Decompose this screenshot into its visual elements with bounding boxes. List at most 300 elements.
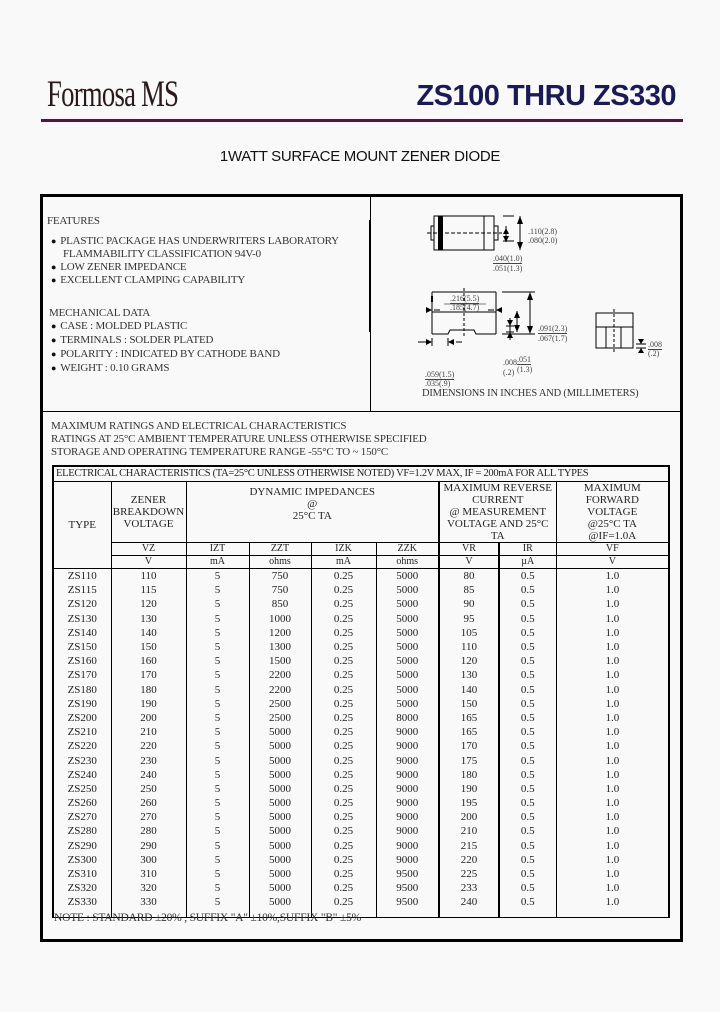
unit-zzk: ohms [376, 556, 439, 569]
cell-zzk: 5000 [376, 683, 439, 697]
symbol-ir: IR [499, 543, 556, 556]
cell-izt: 5 [186, 683, 249, 697]
cell-vf: 1.0 [556, 895, 669, 918]
cell-zzk: 9000 [376, 824, 439, 838]
feature-item: ● PLASTIC PACKAGE HAS UNDERWRITERS LABORATORY [51, 235, 339, 247]
table-body [53, 569, 669, 918]
cell-vz: 280 [111, 824, 186, 838]
cell-vz: 180 [111, 683, 186, 697]
cell-vr: 140 [439, 683, 499, 697]
table-caption: ELECTRICAL CHARACTERISTICS (TA=25°C UNLESS OTHERWISE NOTED) VF=1.2V MAX, IF = 200mA FOR ALL TYPES [53, 466, 669, 482]
header-forward-line1: MAXIMUM FORWARD [583, 482, 641, 506]
cell-type: ZS160 [53, 654, 111, 668]
ratings-heading: MAXIMUM RATINGS AND ELECTRICAL CHARACTERISTICS [51, 420, 347, 432]
table-row [53, 881, 669, 895]
table-row [53, 569, 669, 584]
cell-zzt: 1300 [249, 640, 311, 654]
cell-zzk: 9000 [376, 839, 439, 853]
cell-vz: 290 [111, 839, 186, 853]
unit-vr: V [439, 556, 499, 569]
electrical-characteristics-table [52, 465, 670, 918]
cell-zzt: 1500 [249, 654, 311, 668]
table-row [53, 711, 669, 725]
feature-item-continuation: FLAMMABILITY CLASSIFICATION 94V-0 [63, 248, 261, 260]
cell-izk: 0.25 [311, 597, 376, 611]
cell-type: ZS150 [53, 640, 111, 654]
cell-ir: 0.5 [499, 626, 556, 640]
cell-zzk: 5000 [376, 640, 439, 654]
table-row [53, 853, 669, 867]
header-max-forward-voltage [556, 482, 669, 543]
cell-vf: 1.0 [556, 867, 669, 881]
cell-vf: 1.0 [556, 753, 669, 767]
cell-izt: 5 [186, 768, 249, 782]
cell-ir: 0.5 [499, 612, 556, 626]
page-title: ZS100 THRU ZS330 [416, 80, 676, 112]
cell-ir: 0.5 [499, 697, 556, 711]
cell-izt: 5 [186, 739, 249, 753]
header-max-reverse-current [439, 482, 556, 543]
cell-izk: 0.25 [311, 711, 376, 725]
cell-type: ZS180 [53, 683, 111, 697]
ratings-condition: RATINGS AT 25°C AMBIENT TEMPERATURE UNLESS OTHERWISE SPECIFIED [51, 433, 427, 445]
table-row [53, 824, 669, 838]
cell-zzt: 1000 [249, 612, 311, 626]
cell-izt: 5 [186, 654, 249, 668]
mechanical-item: ● WEIGHT : 0.10 GRAMS [51, 362, 169, 374]
cell-type: ZS230 [53, 753, 111, 767]
table-row [53, 654, 669, 668]
cell-type: ZS330 [53, 895, 111, 918]
cell-ir: 0.5 [499, 839, 556, 853]
cell-izk: 0.25 [311, 739, 376, 753]
cell-vz: 230 [111, 753, 186, 767]
cell-zzt: 5000 [249, 810, 311, 824]
cell-izk: 0.25 [311, 796, 376, 810]
cell-vz: 140 [111, 626, 186, 640]
cell-izk: 0.25 [311, 668, 376, 682]
cell-type: ZS220 [53, 739, 111, 753]
cell-type: ZS115 [53, 583, 111, 597]
cell-zzk: 9000 [376, 810, 439, 824]
cell-vz: 310 [111, 867, 186, 881]
cell-izt: 5 [186, 782, 249, 796]
header-reverse-line1: MAXIMUM REVERSE [443, 482, 552, 494]
mechanical-heading: MECHANICAL DATA [49, 307, 151, 319]
cell-izt: 5 [186, 753, 249, 767]
cell-izk: 0.25 [311, 753, 376, 767]
cell-vf: 1.0 [556, 583, 669, 597]
cell-type: ZS240 [53, 768, 111, 782]
cell-izk: 0.25 [311, 569, 376, 584]
dim-foot-length-min: .035(.9) [425, 379, 451, 388]
cell-zzk: 9000 [376, 739, 439, 753]
document-subtitle: 1WATT SURFACE MOUNT ZENER DIODE [219, 148, 501, 165]
cell-zzt: 850 [249, 597, 311, 611]
cell-zzt: 5000 [249, 839, 311, 853]
cell-vr: 80 [439, 569, 499, 584]
symbol-vf: VF [556, 543, 669, 556]
features-heading: FEATURES [47, 215, 100, 227]
cell-vr: 190 [439, 782, 499, 796]
cell-zzt: 5000 [249, 895, 311, 918]
table-row [53, 768, 669, 782]
cell-vz: 200 [111, 711, 186, 725]
header-zener-breakdown-voltage: ZENER BREAKDOWN VOLTAGE [111, 482, 186, 543]
cell-ir: 0.5 [499, 853, 556, 867]
cell-type: ZS250 [53, 782, 111, 796]
cell-vr: 170 [439, 739, 499, 753]
cell-vr: 225 [439, 867, 499, 881]
cell-vr: 195 [439, 796, 499, 810]
unit-vf: V [556, 556, 669, 569]
cell-izk: 0.25 [311, 839, 376, 853]
cell-izt: 5 [186, 839, 249, 853]
cell-vf: 1.0 [556, 668, 669, 682]
cell-izk: 0.25 [311, 683, 376, 697]
brand-logo: Formosa MS [47, 74, 179, 115]
cell-zzk: 5000 [376, 654, 439, 668]
cell-zzt: 2500 [249, 711, 311, 725]
package-outline-diagram [370, 196, 680, 410]
cell-ir: 0.5 [499, 768, 556, 782]
cell-ir: 0.5 [499, 668, 556, 682]
cell-vf: 1.0 [556, 739, 669, 753]
table-row [53, 810, 669, 824]
feature-item: ● EXCELLENT CLAMPING CAPABILITY [51, 274, 245, 286]
header-reverse-line4: VOLTAGE AND 25°C TA [446, 518, 549, 542]
cell-vf: 1.0 [556, 612, 669, 626]
cell-zzt: 5000 [249, 824, 311, 838]
cell-vz: 160 [111, 654, 186, 668]
unit-ir: µA [499, 556, 556, 569]
cell-izk: 0.25 [311, 782, 376, 796]
cell-vf: 1.0 [556, 839, 669, 853]
cell-vr: 200 [439, 810, 499, 824]
cell-type: ZS120 [53, 597, 111, 611]
cell-vf: 1.0 [556, 626, 669, 640]
cell-vf: 1.0 [556, 768, 669, 782]
cell-zzk: 5000 [376, 569, 439, 584]
mechanical-item: ● TERMINALS : SOLDER PLATED [51, 334, 213, 346]
cell-izk: 0.25 [311, 654, 376, 668]
header-forward-line2: VOLTAGE [587, 506, 638, 518]
dim-standoff-mm: (.2) [503, 368, 515, 377]
cell-zzk: 9500 [376, 895, 439, 918]
cell-vr: 95 [439, 612, 499, 626]
table-row [53, 839, 669, 853]
cell-vz: 320 [111, 881, 186, 895]
cell-zzk: 9000 [376, 753, 439, 767]
cell-izt: 5 [186, 725, 249, 739]
cell-type: ZS290 [53, 839, 111, 853]
cell-zzt: 5000 [249, 881, 311, 895]
dimensions-caption: DIMENSIONS IN INCHES AND (MILLIMETERS) [422, 388, 639, 399]
tolerance-note: NOTE : STANDARD ±20% , SUFFIX "A" ±10%,SUFFIX "B" ±5% [54, 912, 362, 924]
cell-izk: 0.25 [311, 810, 376, 824]
cell-vz: 120 [111, 597, 186, 611]
cell-izt: 5 [186, 583, 249, 597]
cell-type: ZS300 [53, 853, 111, 867]
cell-ir: 0.5 [499, 796, 556, 810]
cell-vz: 115 [111, 583, 186, 597]
cell-vf: 1.0 [556, 640, 669, 654]
dim-top-height-max: .110(2.8) [528, 227, 558, 236]
cell-ir: 0.5 [499, 739, 556, 753]
cell-vz: 130 [111, 612, 186, 626]
cell-izt: 5 [186, 626, 249, 640]
cell-izt: 5 [186, 796, 249, 810]
cell-izk: 0.25 [311, 640, 376, 654]
symbol-izk: IZK [311, 543, 376, 556]
cell-vz: 170 [111, 668, 186, 682]
dim-body-height-max: .091(2.3) [538, 324, 568, 333]
cell-zzt: 5000 [249, 782, 311, 796]
cell-izt: 5 [186, 853, 249, 867]
cell-vz: 150 [111, 640, 186, 654]
cell-ir: 0.5 [499, 654, 556, 668]
cell-izt: 5 [186, 810, 249, 824]
cell-vf: 1.0 [556, 853, 669, 867]
cell-zzt: 2200 [249, 683, 311, 697]
cell-vz: 210 [111, 725, 186, 739]
cell-vz: 330 [111, 895, 186, 918]
cell-zzt: 750 [249, 569, 311, 584]
cell-vr: 150 [439, 697, 499, 711]
cell-vr: 165 [439, 711, 499, 725]
cell-izt: 5 [186, 867, 249, 881]
dim-lead-min: .051(1.3) [493, 264, 523, 273]
header-forward-line3: @25°C TA [587, 518, 637, 530]
cell-zzk: 5000 [376, 597, 439, 611]
cell-vz: 260 [111, 796, 186, 810]
cell-vr: 85 [439, 583, 499, 597]
cell-izt: 5 [186, 711, 249, 725]
cell-izk: 0.25 [311, 768, 376, 782]
cell-izt: 5 [186, 881, 249, 895]
cell-vz: 220 [111, 739, 186, 753]
cell-vr: 120 [439, 654, 499, 668]
table-row [53, 796, 669, 810]
table-row [53, 697, 669, 711]
dim-end-thickness-mm: (.2) [648, 349, 660, 358]
cell-type: ZS190 [53, 697, 111, 711]
cell-zzt: 2500 [249, 697, 311, 711]
table-row [53, 753, 669, 767]
cell-vr: 90 [439, 597, 499, 611]
mechanical-item: ● POLARITY : INDICATED BY CATHODE BAND [51, 348, 280, 360]
table-row [53, 683, 669, 697]
cell-vf: 1.0 [556, 569, 669, 584]
cell-vf: 1.0 [556, 881, 669, 895]
cell-vr: 233 [439, 881, 499, 895]
header-dynamic-line3: 25°C TA [292, 510, 332, 522]
cell-vf: 1.0 [556, 683, 669, 697]
cell-zzk: 9500 [376, 867, 439, 881]
cell-zzk: 9000 [376, 725, 439, 739]
cell-ir: 0.5 [499, 810, 556, 824]
symbol-izt: IZT [186, 543, 249, 556]
cell-vf: 1.0 [556, 597, 669, 611]
cell-type: ZS260 [53, 796, 111, 810]
cell-vf: 1.0 [556, 824, 669, 838]
cell-vr: 110 [439, 640, 499, 654]
cell-zzk: 5000 [376, 668, 439, 682]
cell-zzk: 5000 [376, 697, 439, 711]
cell-type: ZS200 [53, 711, 111, 725]
cell-zzt: 5000 [249, 768, 311, 782]
cell-type: ZS320 [53, 881, 111, 895]
ratings-temperature-range: STORAGE AND OPERATING TEMPERATURE RANGE -55°C TO ~ 150°C [51, 446, 389, 458]
cell-ir: 0.5 [499, 824, 556, 838]
table-row [53, 640, 669, 654]
dim-end-thickness: .008 [648, 340, 662, 349]
cell-ir: 0.5 [499, 711, 556, 725]
cell-vr: 220 [439, 853, 499, 867]
cell-type: ZS310 [53, 867, 111, 881]
cell-zzk: 5000 [376, 626, 439, 640]
table-row [53, 668, 669, 682]
cell-zzt: 5000 [249, 867, 311, 881]
header-type: TYPE [53, 482, 111, 569]
symbol-vz: VZ [111, 543, 186, 556]
dim-foot-mm: (1.3) [517, 365, 533, 374]
cell-vr: 130 [439, 668, 499, 682]
cell-vf: 1.0 [556, 697, 669, 711]
cell-vz: 240 [111, 768, 186, 782]
symbol-zzt: ZZT [249, 543, 311, 556]
dim-standoff: .008 [503, 358, 517, 367]
cell-ir: 0.5 [499, 725, 556, 739]
cell-zzt: 5000 [249, 739, 311, 753]
cell-vf: 1.0 [556, 711, 669, 725]
cell-izt: 5 [186, 824, 249, 838]
cell-zzt: 5000 [249, 796, 311, 810]
cell-vf: 1.0 [556, 782, 669, 796]
cell-zzt: 1200 [249, 626, 311, 640]
cell-ir: 0.5 [499, 683, 556, 697]
cell-vz: 270 [111, 810, 186, 824]
cell-izk: 0.25 [311, 583, 376, 597]
cell-type: ZS140 [53, 626, 111, 640]
dim-body-length-max: .216(5.5) [450, 294, 480, 303]
cell-izt: 5 [186, 597, 249, 611]
cell-ir: 0.5 [499, 895, 556, 918]
cell-type: ZS170 [53, 668, 111, 682]
cell-vr: 175 [439, 753, 499, 767]
mechanical-item: ● CASE : MOLDED PLASTIC [51, 320, 187, 332]
cell-vf: 1.0 [556, 796, 669, 810]
cell-zzk: 9000 [376, 768, 439, 782]
cell-vr: 105 [439, 626, 499, 640]
feature-item: ● LOW ZENER IMPEDANCE [51, 261, 186, 273]
cell-zzk: 8000 [376, 711, 439, 725]
cell-zzt: 5000 [249, 753, 311, 767]
cell-zzk: 9500 [376, 881, 439, 895]
table-row [53, 612, 669, 626]
header-forward-line4: @IF=1.0A [588, 530, 637, 542]
header-divider [41, 119, 683, 122]
cell-zzt: 5000 [249, 853, 311, 867]
cell-vr: 240 [439, 895, 499, 918]
header-reverse-line3: @ MEASUREMENT [449, 506, 547, 518]
cell-izk: 0.25 [311, 867, 376, 881]
cell-izk: 0.25 [311, 881, 376, 895]
cell-zzk: 5000 [376, 583, 439, 597]
table-row [53, 739, 669, 753]
unit-izt: mA [186, 556, 249, 569]
cell-vf: 1.0 [556, 810, 669, 824]
dim-lead-max: .040(1.0) [493, 254, 523, 263]
cell-vz: 190 [111, 697, 186, 711]
header-reverse-line2: CURRENT [472, 494, 524, 506]
cell-ir: 0.5 [499, 867, 556, 881]
cell-zzk: 9000 [376, 853, 439, 867]
symbol-vr: VR [439, 543, 499, 556]
table-row [53, 782, 669, 796]
cell-izt: 5 [186, 697, 249, 711]
dim-body-height-min: .067(1.7) [538, 334, 568, 343]
dim-body-length-min: .185(4.7) [450, 303, 480, 312]
cell-izk: 0.25 [311, 697, 376, 711]
header-dynamic-line2: @ [307, 498, 318, 510]
cell-izt: 5 [186, 569, 249, 584]
table-row [53, 583, 669, 597]
cell-izk: 0.25 [311, 725, 376, 739]
table-row [53, 626, 669, 640]
section-divider-horizontal [43, 411, 680, 412]
cell-type: ZS210 [53, 725, 111, 739]
cell-ir: 0.5 [499, 597, 556, 611]
cell-ir: 0.5 [499, 583, 556, 597]
dim-top-height-min: .080(2.0) [528, 236, 558, 245]
cell-type: ZS280 [53, 824, 111, 838]
cell-ir: 0.5 [499, 640, 556, 654]
cell-izk: 0.25 [311, 626, 376, 640]
cell-vz: 250 [111, 782, 186, 796]
cell-izt: 5 [186, 668, 249, 682]
cell-zzt: 750 [249, 583, 311, 597]
cell-vz: 300 [111, 853, 186, 867]
unit-zzt: ohms [249, 556, 311, 569]
unit-vz: V [111, 556, 186, 569]
cell-vr: 180 [439, 768, 499, 782]
symbol-zzk: ZZK [376, 543, 439, 556]
dim-foot: .051 [517, 355, 531, 364]
cell-ir: 0.5 [499, 569, 556, 584]
cell-vr: 165 [439, 725, 499, 739]
cell-izk: 0.25 [311, 824, 376, 838]
cell-vr: 210 [439, 824, 499, 838]
cell-izk: 0.25 [311, 895, 376, 918]
cell-zzt: 2200 [249, 668, 311, 682]
cell-vz: 110 [111, 569, 186, 584]
cell-izt: 5 [186, 612, 249, 626]
cell-zzk: 5000 [376, 612, 439, 626]
cell-type: ZS270 [53, 810, 111, 824]
cell-izt: 5 [186, 640, 249, 654]
cell-ir: 0.5 [499, 782, 556, 796]
cell-zzt: 5000 [249, 725, 311, 739]
cell-vf: 1.0 [556, 654, 669, 668]
table-row [53, 867, 669, 881]
cell-type: ZS130 [53, 612, 111, 626]
header-dynamic-impedances [186, 482, 439, 543]
dim-foot-length-max: .059(1.5) [425, 370, 455, 379]
cell-type: ZS110 [53, 569, 111, 584]
cell-zzk: 9000 [376, 782, 439, 796]
header-dynamic-line1: DYNAMIC IMPEDANCES [249, 486, 376, 498]
